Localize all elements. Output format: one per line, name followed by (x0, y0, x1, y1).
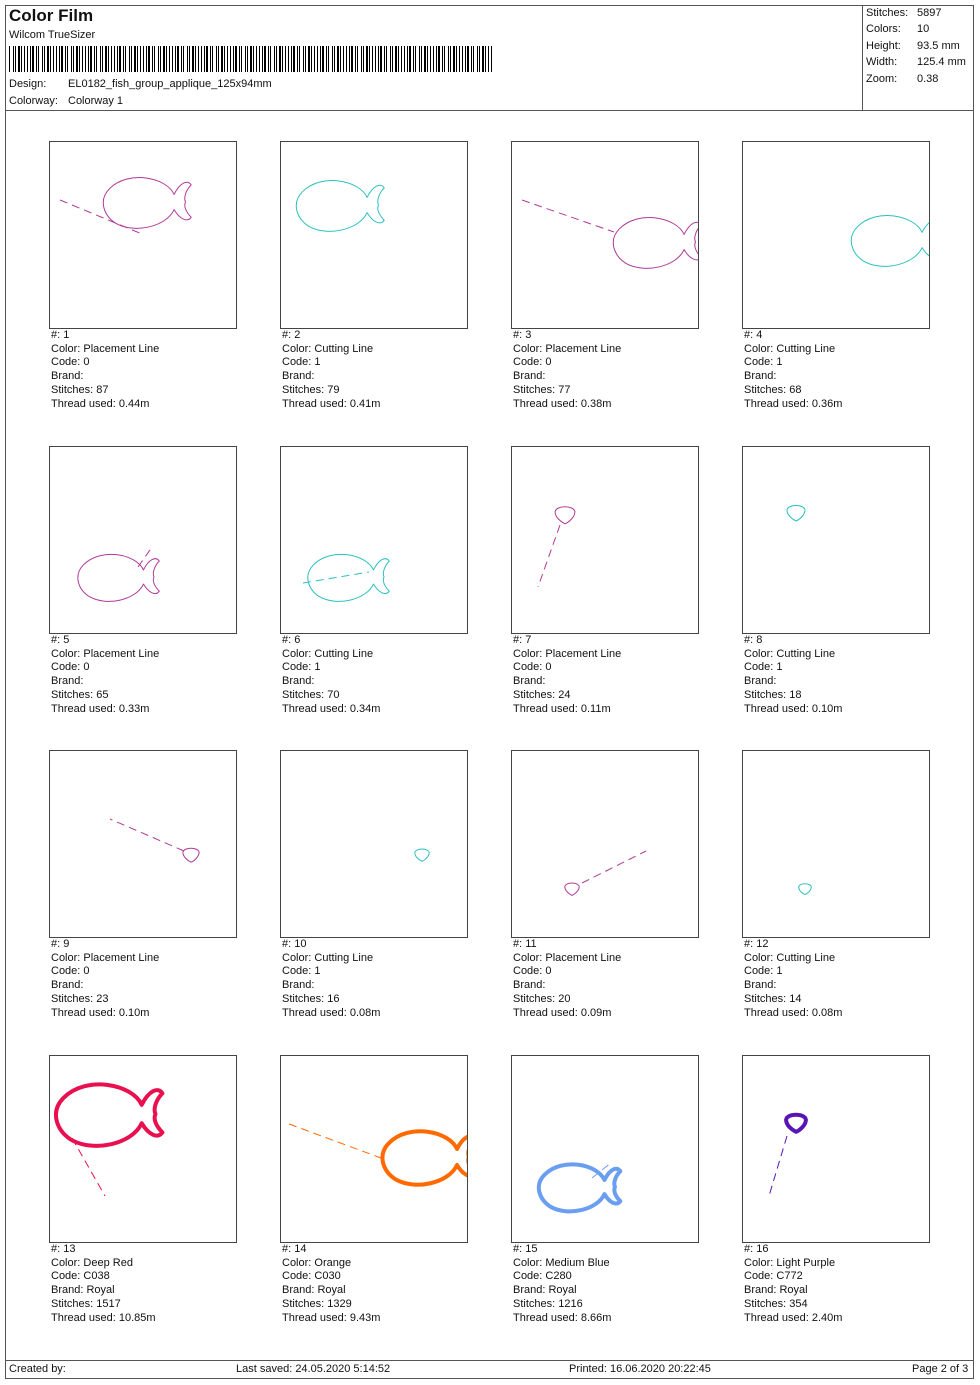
stat-stitches (866, 7, 941, 19)
header-divider (5, 110, 974, 111)
fish-outline (539, 1164, 620, 1211)
stitch-preview (743, 142, 929, 328)
info-code: Code: 1 (744, 965, 783, 978)
color-info (744, 329, 842, 411)
info-stitches: Stitches: 354 (744, 1297, 808, 1310)
page-title: Color Film (9, 6, 94, 25)
footer-last-saved: Last saved: 24.05.2020 5:14:52 (236, 1363, 391, 1375)
software-name: Wilcom TrueSizer (9, 29, 96, 41)
info-code: Code: C280 (513, 1270, 572, 1283)
info-thread: Thread used: 0.10m (744, 702, 843, 715)
info-brand: Brand: (51, 370, 84, 383)
info-num: #: 5 (51, 634, 70, 646)
stat-value: 10 (917, 23, 930, 35)
info-code: Code: C030 (282, 1270, 341, 1283)
info-code: Code: C772 (744, 1270, 803, 1283)
stat-height (866, 40, 960, 52)
fish-outline (851, 216, 929, 267)
stitch-preview (512, 447, 698, 633)
stat-label: Colors: (866, 23, 901, 35)
bubble-outline (555, 507, 575, 524)
info-thread: Thread used: 0.33m (51, 702, 150, 715)
colorway-value: Colorway 1 (68, 95, 124, 107)
info-color: Color: Placement Line (51, 342, 160, 355)
fish-outline (296, 181, 384, 232)
stitch-preview (50, 751, 236, 937)
stat-colors (866, 23, 929, 35)
color-info (744, 634, 842, 716)
info-color: Color: Medium Blue (513, 1256, 610, 1269)
fish-outline (308, 554, 389, 601)
color-info (51, 938, 159, 1020)
stitch-thumbnail (742, 141, 930, 329)
info-brand: Brand: (282, 675, 315, 688)
color-info (282, 634, 380, 716)
design-value: EL0182_fish_group_applique_125x94mm (68, 78, 272, 90)
info-num: #: 15 (513, 1243, 538, 1255)
info-num: #: 6 (282, 634, 301, 646)
stitch-thumbnail (511, 446, 699, 634)
color-info (744, 938, 842, 1020)
info-thread: Thread used: 0.11m (513, 702, 611, 715)
info-color: Color: Light Purple (744, 1256, 836, 1269)
info-code: Code: 1 (282, 965, 321, 978)
info-thread: Thread used: 0.09m (513, 1006, 612, 1019)
info-color: Color: Cutting Line (744, 951, 836, 964)
stitch-preview (50, 142, 236, 328)
info-color: Color: Cutting Line (282, 647, 374, 660)
color-info (744, 1243, 842, 1325)
info-stitches: Stitches: 87 (51, 383, 109, 396)
stitch-preview (743, 1056, 929, 1242)
info-stitches: Stitches: 18 (744, 688, 802, 701)
tack-line (538, 525, 560, 587)
color-info (51, 634, 159, 716)
info-stitches: Stitches: 1517 (51, 1297, 121, 1310)
info-brand: Brand: (744, 675, 777, 688)
stat-value: 93.5 mm (917, 40, 960, 52)
stitch-thumbnail (742, 1055, 930, 1243)
stitch-preview (281, 1056, 467, 1242)
design-label: Design: (9, 78, 47, 90)
info-num: #: 10 (282, 938, 307, 950)
info-num: #: 9 (51, 938, 70, 950)
stat-zoom (866, 73, 938, 85)
stat-label: Height: (866, 40, 901, 52)
info-code: Code: C038 (51, 1270, 110, 1283)
color-info (513, 1243, 611, 1325)
info-stitches: Stitches: 16 (282, 992, 340, 1005)
info-thread: Thread used: 0.41m (282, 397, 381, 410)
color-info (282, 938, 380, 1020)
colorway-label: Colorway: (9, 95, 58, 107)
info-stitches: Stitches: 23 (51, 992, 109, 1005)
stat-label: Width: (866, 56, 898, 68)
barcode (9, 46, 493, 72)
bubble-outline (787, 506, 805, 522)
info-brand: Brand: (513, 370, 546, 383)
fish-outline (78, 554, 159, 601)
fish-outline (613, 218, 698, 269)
tack-line (138, 547, 152, 567)
color-info (513, 329, 621, 411)
info-thread: Thread used: 0.34m (282, 702, 381, 715)
stitch-preview (512, 1056, 698, 1242)
color-info (282, 329, 380, 411)
bubble-outline (183, 848, 199, 862)
info-num: #: 7 (513, 634, 532, 646)
stitch-thumbnail (49, 750, 237, 938)
info-code: Code: 0 (51, 965, 90, 978)
tack-line (110, 819, 184, 851)
stitch-preview (281, 751, 467, 937)
info-thread: Thread used: 10.85m (51, 1311, 156, 1324)
color-info (51, 329, 159, 411)
info-color: Color: Cutting Line (282, 342, 374, 355)
info-brand: Brand: (51, 675, 84, 688)
info-stitches: Stitches: 24 (513, 688, 571, 701)
info-color: Color: Orange (282, 1256, 352, 1269)
stitch-thumbnail (742, 446, 930, 634)
info-num: #: 2 (282, 329, 301, 341)
stitch-preview (281, 447, 467, 633)
stitch-preview (50, 1056, 236, 1242)
info-brand: Brand: Royal (744, 1284, 808, 1297)
color-info (282, 1243, 380, 1325)
stitch-preview (743, 447, 929, 633)
info-thread: Thread used: 0.10m (51, 1006, 150, 1019)
stat-value: 125.4 mm (917, 56, 966, 68)
info-color: Color: Deep Red (51, 1256, 133, 1269)
info-color: Color: Placement Line (513, 342, 622, 355)
tack-line (303, 572, 369, 583)
bubble-outline (786, 1115, 806, 1132)
stitch-preview (50, 447, 236, 633)
info-brand: Brand: (282, 370, 315, 383)
info-color: Color: Cutting Line (282, 951, 374, 964)
bubble-outline (415, 849, 429, 861)
info-num: #: 8 (744, 634, 763, 646)
bubble-outline (565, 883, 579, 895)
info-stitches: Stitches: 65 (51, 688, 109, 701)
stitch-thumbnail (511, 750, 699, 938)
footer-created-by: Created by: (9, 1363, 66, 1375)
info-code: Code: 0 (51, 356, 90, 369)
info-stitches: Stitches: 20 (513, 992, 571, 1005)
stat-label: Zoom: (866, 73, 898, 85)
fish-outline (56, 1084, 162, 1145)
info-thread: Thread used: 0.38m (513, 397, 612, 410)
stitch-thumbnail (49, 141, 237, 329)
fish-outline (382, 1131, 467, 1184)
stitch-preview (512, 142, 698, 328)
info-stitches: Stitches: 1216 (513, 1297, 583, 1310)
info-num: #: 1 (51, 329, 70, 341)
info-num: #: 12 (744, 938, 769, 950)
info-brand: Brand: Royal (51, 1284, 115, 1297)
info-num: #: 14 (282, 1243, 307, 1255)
color-info (51, 1243, 156, 1325)
info-color: Color: Placement Line (51, 647, 160, 660)
info-stitches: Stitches: 1329 (282, 1297, 352, 1310)
info-color: Color: Placement Line (51, 951, 160, 964)
tack-line (522, 200, 614, 232)
info-color: Color: Cutting Line (744, 342, 836, 355)
info-thread: Thread used: 8.66m (513, 1311, 612, 1324)
stat-width (866, 56, 966, 68)
info-stitches: Stitches: 70 (282, 688, 340, 701)
info-code: Code: 1 (282, 661, 321, 674)
tack-line (769, 1136, 787, 1196)
colorway-row (9, 95, 123, 107)
info-num: #: 13 (51, 1243, 76, 1255)
stitch-thumbnail (280, 446, 468, 634)
info-code: Code: 0 (513, 356, 552, 369)
stitch-thumbnail (511, 141, 699, 329)
tack-line (60, 200, 142, 234)
info-brand: Brand: (51, 979, 84, 992)
design-row (9, 78, 272, 90)
stat-value: 0.38 (917, 73, 939, 85)
footer-divider (5, 1360, 974, 1361)
info-thread: Thread used: 0.08m (282, 1006, 381, 1019)
info-stitches: Stitches: 79 (282, 383, 340, 396)
stat-value: 5897 (917, 7, 942, 19)
stitch-thumbnail (49, 1055, 237, 1243)
stitch-thumbnail (511, 1055, 699, 1243)
info-num: #: 11 (513, 938, 537, 950)
info-color: Color: Placement Line (513, 951, 622, 964)
info-color: Color: Placement Line (513, 647, 622, 660)
info-brand: Brand: (513, 675, 546, 688)
info-num: #: 4 (744, 329, 763, 341)
info-stitches: Stitches: 68 (744, 383, 802, 396)
bubble-outline (799, 884, 812, 895)
info-stitches: Stitches: 14 (744, 992, 802, 1005)
info-brand: Brand: (744, 979, 777, 992)
info-num: #: 3 (513, 329, 532, 341)
stitch-thumbnail (742, 750, 930, 938)
info-stitches: Stitches: 77 (513, 383, 571, 396)
stitch-thumbnail (280, 141, 468, 329)
info-brand: Brand: (744, 370, 777, 383)
color-info (513, 938, 621, 1020)
stitch-preview (743, 751, 929, 937)
info-thread: Thread used: 2.40m (744, 1311, 843, 1324)
stitch-preview (281, 142, 467, 328)
info-thread: Thread used: 0.44m (51, 397, 150, 410)
info-brand: Brand: Royal (513, 1284, 577, 1297)
stitch-preview (512, 751, 698, 937)
info-color: Color: Cutting Line (744, 647, 836, 660)
stat-label: Stitches: (866, 7, 909, 19)
info-thread: Thread used: 9.43m (282, 1311, 381, 1324)
info-thread: Thread used: 0.08m (744, 1006, 843, 1019)
color-info (513, 634, 621, 716)
info-code: Code: 0 (513, 661, 552, 674)
fish-outline (103, 178, 191, 229)
info-brand: Brand: Royal (282, 1284, 346, 1297)
footer-page-number: Page 2 of 3 (912, 1363, 969, 1375)
footer-printed: Printed: 16.06.2020 20:22:45 (569, 1363, 711, 1375)
tack-line (582, 851, 646, 883)
info-brand: Brand: (282, 979, 315, 992)
stitch-thumbnail (280, 750, 468, 938)
tack-line (289, 1124, 381, 1158)
info-num: #: 16 (744, 1243, 769, 1255)
stitch-thumbnail (280, 1055, 468, 1243)
info-code: Code: 1 (282, 356, 321, 369)
info-code: Code: 1 (744, 356, 783, 369)
info-code: Code: 1 (744, 661, 783, 674)
info-brand: Brand: (513, 979, 546, 992)
info-thread: Thread used: 0.36m (744, 397, 843, 410)
info-code: Code: 0 (513, 965, 552, 978)
stitch-thumbnail (49, 446, 237, 634)
info-code: Code: 0 (51, 661, 90, 674)
